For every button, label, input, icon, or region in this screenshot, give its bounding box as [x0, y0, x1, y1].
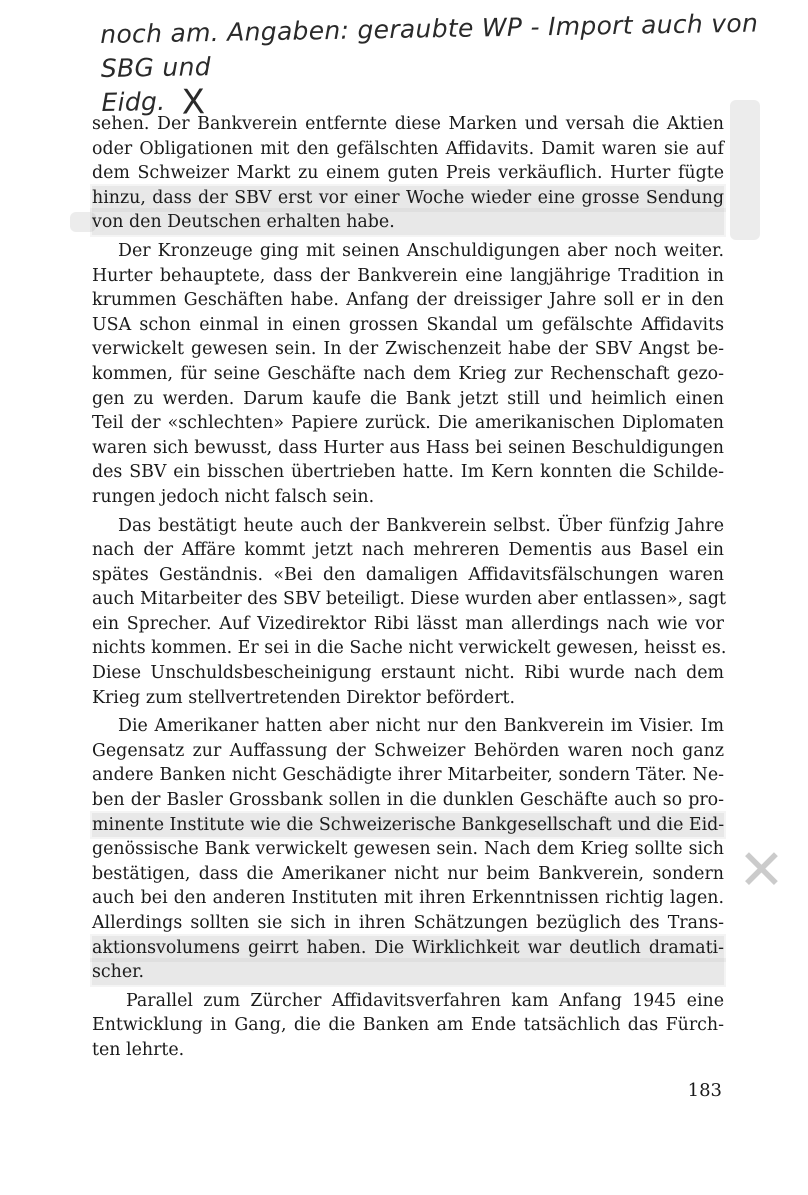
text-line: genössische Bank verwickelt gewesen sein. Nach dem Krieg sollte sich — [92, 839, 724, 860]
text-line: Der Kronzeuge ging mit seinen Anschuldigungen aber noch weiter. — [118, 240, 724, 261]
highlighted-text-line: von den Deutschen erhalten habe. — [92, 210, 724, 235]
handwritten-line-1: noch am. Angaben: geraubte WP - Import auch von SBG und — [100, 8, 759, 83]
highlighted-text-line: aktionsvolumens geirrt haben. Die Wirklichkeit war deutlich dramati- — [92, 936, 724, 961]
text-line: Das bestätigt heute auch der Bankverein selbst. Über fünfzig Jahre — [118, 515, 724, 536]
pencil-cross-mark: ✕ — [738, 838, 785, 903]
text-line: auch bei den anderen Instituten mit ihren Erkenntnissen richtig lagen. — [92, 888, 724, 909]
paragraph-2 — [92, 239, 724, 510]
text-line: auch Mitarbeiter des SBV beteiligt. Diese wurden aber entlassen», sagt — [92, 589, 726, 610]
text-line: dem Schweizer Markt zu einem guten Preis verkäuflich. Hurter fügte — [92, 163, 724, 184]
text-line: Die Amerikaner hatten aber nicht nur den Bankverein im Visier. Im — [118, 716, 724, 737]
text-line: ten lehrte. — [92, 1039, 185, 1060]
text-line: Hurter behauptete, dass der Bankverein eine langjährige Tradition in — [92, 265, 724, 286]
paragraph-4 — [92, 714, 724, 985]
text-line: Allerdings sollten sie sich in ihren Schätzungen bezüglich des Trans- — [92, 913, 724, 933]
text-line: waren sich bewusst, dass Hurter aus Hass bei seinen Beschuldigungen — [92, 437, 724, 458]
text-line: verwickelt gewesen sein. In der Zwischenzeit habe der SBV Angst be- — [92, 339, 724, 360]
paragraph-1 — [92, 112, 724, 235]
highlighted-text-line: hinzu, dass der SBV erst vor einer Woche wieder eine grosse Sendung — [92, 186, 724, 211]
text-line: ben der Basler Grossbank sollen in die dunklen Geschäfte auch so pro- — [92, 790, 724, 811]
text-line: spätes Geständnis. «Bei den damaligen Affidavitsfälschungen waren — [92, 564, 724, 585]
text-line: Parallel zum Zürcher Affidavitsverfahren kam Anfang 1945 eine — [126, 990, 724, 1011]
paragraph-3 — [92, 514, 727, 711]
highlighted-text-line: scher. — [92, 960, 724, 985]
text-line: des SBV ein bisschen übertrieben hatte. Im Kern konnten die Schilde- — [92, 462, 724, 483]
text-line: ein Sprecher. Auf Vizedirektor Ribi lässt man allerdings nach wie vor — [92, 613, 724, 634]
text-line: krummen Geschäften habe. Anfang der dreissiger Jahre soll er in den — [92, 290, 724, 311]
text-line: nach der Affäre kommt jetzt nach mehreren Dementis aus Basel ein — [92, 540, 724, 561]
text-line: sehen. Der Bankverein entfernte diese Marken und versah die Aktien — [92, 114, 724, 134]
highlighter-smudge-top — [730, 100, 760, 240]
text-line: USA schon einmal in einen grossen Skandal um gefälschte Affidavits — [92, 314, 724, 335]
text-line: rungen jedoch nicht falsch sein. — [92, 486, 375, 507]
body-text — [92, 112, 727, 1063]
text-line: gen zu werden. Darum kaufe die Bank jetzt still und heimlich einen — [92, 388, 724, 409]
text-line: Krieg zum stellvertretenden Direktor befördert. — [92, 687, 516, 708]
paragraph-5 — [92, 989, 724, 1063]
text-line: Gegensatz zur Auffassung der Schweizer Behörden waren noch ganz — [92, 740, 724, 761]
text-line: kommen, für seine Geschäfte nach dem Krieg zur Rechenschaft gezo- — [92, 363, 724, 384]
page-number: 183 — [687, 1080, 722, 1101]
text-line: oder Obligationen mit den gefälschten Affidavits. Damit waren sie auf — [92, 138, 724, 159]
text-line: bestätigen, dass die Amerikaner nicht nur beim Bankverein, sondern — [92, 863, 724, 884]
text-line: andere Banken nicht Geschädigte ihrer Mitarbeiter, sondern Täter. Ne- — [92, 765, 724, 786]
text-line: Diese Unschuldsbescheinigung erstaunt nicht. Ribi wurde nach dem — [92, 663, 724, 684]
highlighted-text-line: minente Institute wie die Schweizerische Bankgesellschaft und die Eid- — [92, 813, 724, 838]
text-line: nichts kommen. Er sei in die Sache nicht verwickelt gewesen, heisst es. — [92, 638, 727, 659]
text-line: Entwicklung in Gang, die die Banken am Ende tatsächlich das Fürch- — [92, 1015, 724, 1036]
handwritten-cross-mark: X — [181, 82, 206, 123]
text-line: Teil der «schlechten» Papiere zurück. Die amerikanischen Diplomaten — [92, 413, 724, 434]
handwritten-line-2-text: Eidg. — [101, 86, 166, 117]
handwritten-annotation — [100, 6, 782, 121]
